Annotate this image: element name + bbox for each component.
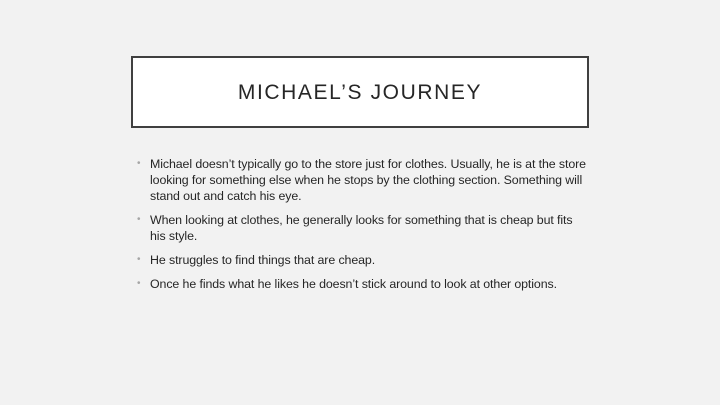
bullet-list [137, 156, 587, 300]
bullet-item [137, 276, 587, 292]
bullet-item [137, 212, 587, 244]
bullet-text: He struggles to find things that are cheap. [150, 253, 376, 267]
bullet-icon: • [137, 214, 141, 225]
bullet-icon: • [137, 278, 141, 289]
bullet-text: When looking at clothes, he generally looks for something that is cheap but fits his style. [150, 213, 573, 243]
bullet-icon: • [137, 158, 141, 169]
bullet-item [137, 156, 587, 204]
bullet-item [137, 252, 587, 268]
bullet-text: Once he finds what he likes he doesn’t stick around to look at other options. [150, 277, 557, 291]
bullet-icon: • [137, 254, 141, 265]
title-box [131, 56, 589, 128]
slide-title: MICHAEL’S JOURNEY [237, 81, 483, 104]
bullet-text: Michael doesn’t typically go to the store just for clothes. Usually, he is at the store looking for something else when he stops by the clothing section. Something will stand out and catch his eye. [150, 157, 586, 203]
